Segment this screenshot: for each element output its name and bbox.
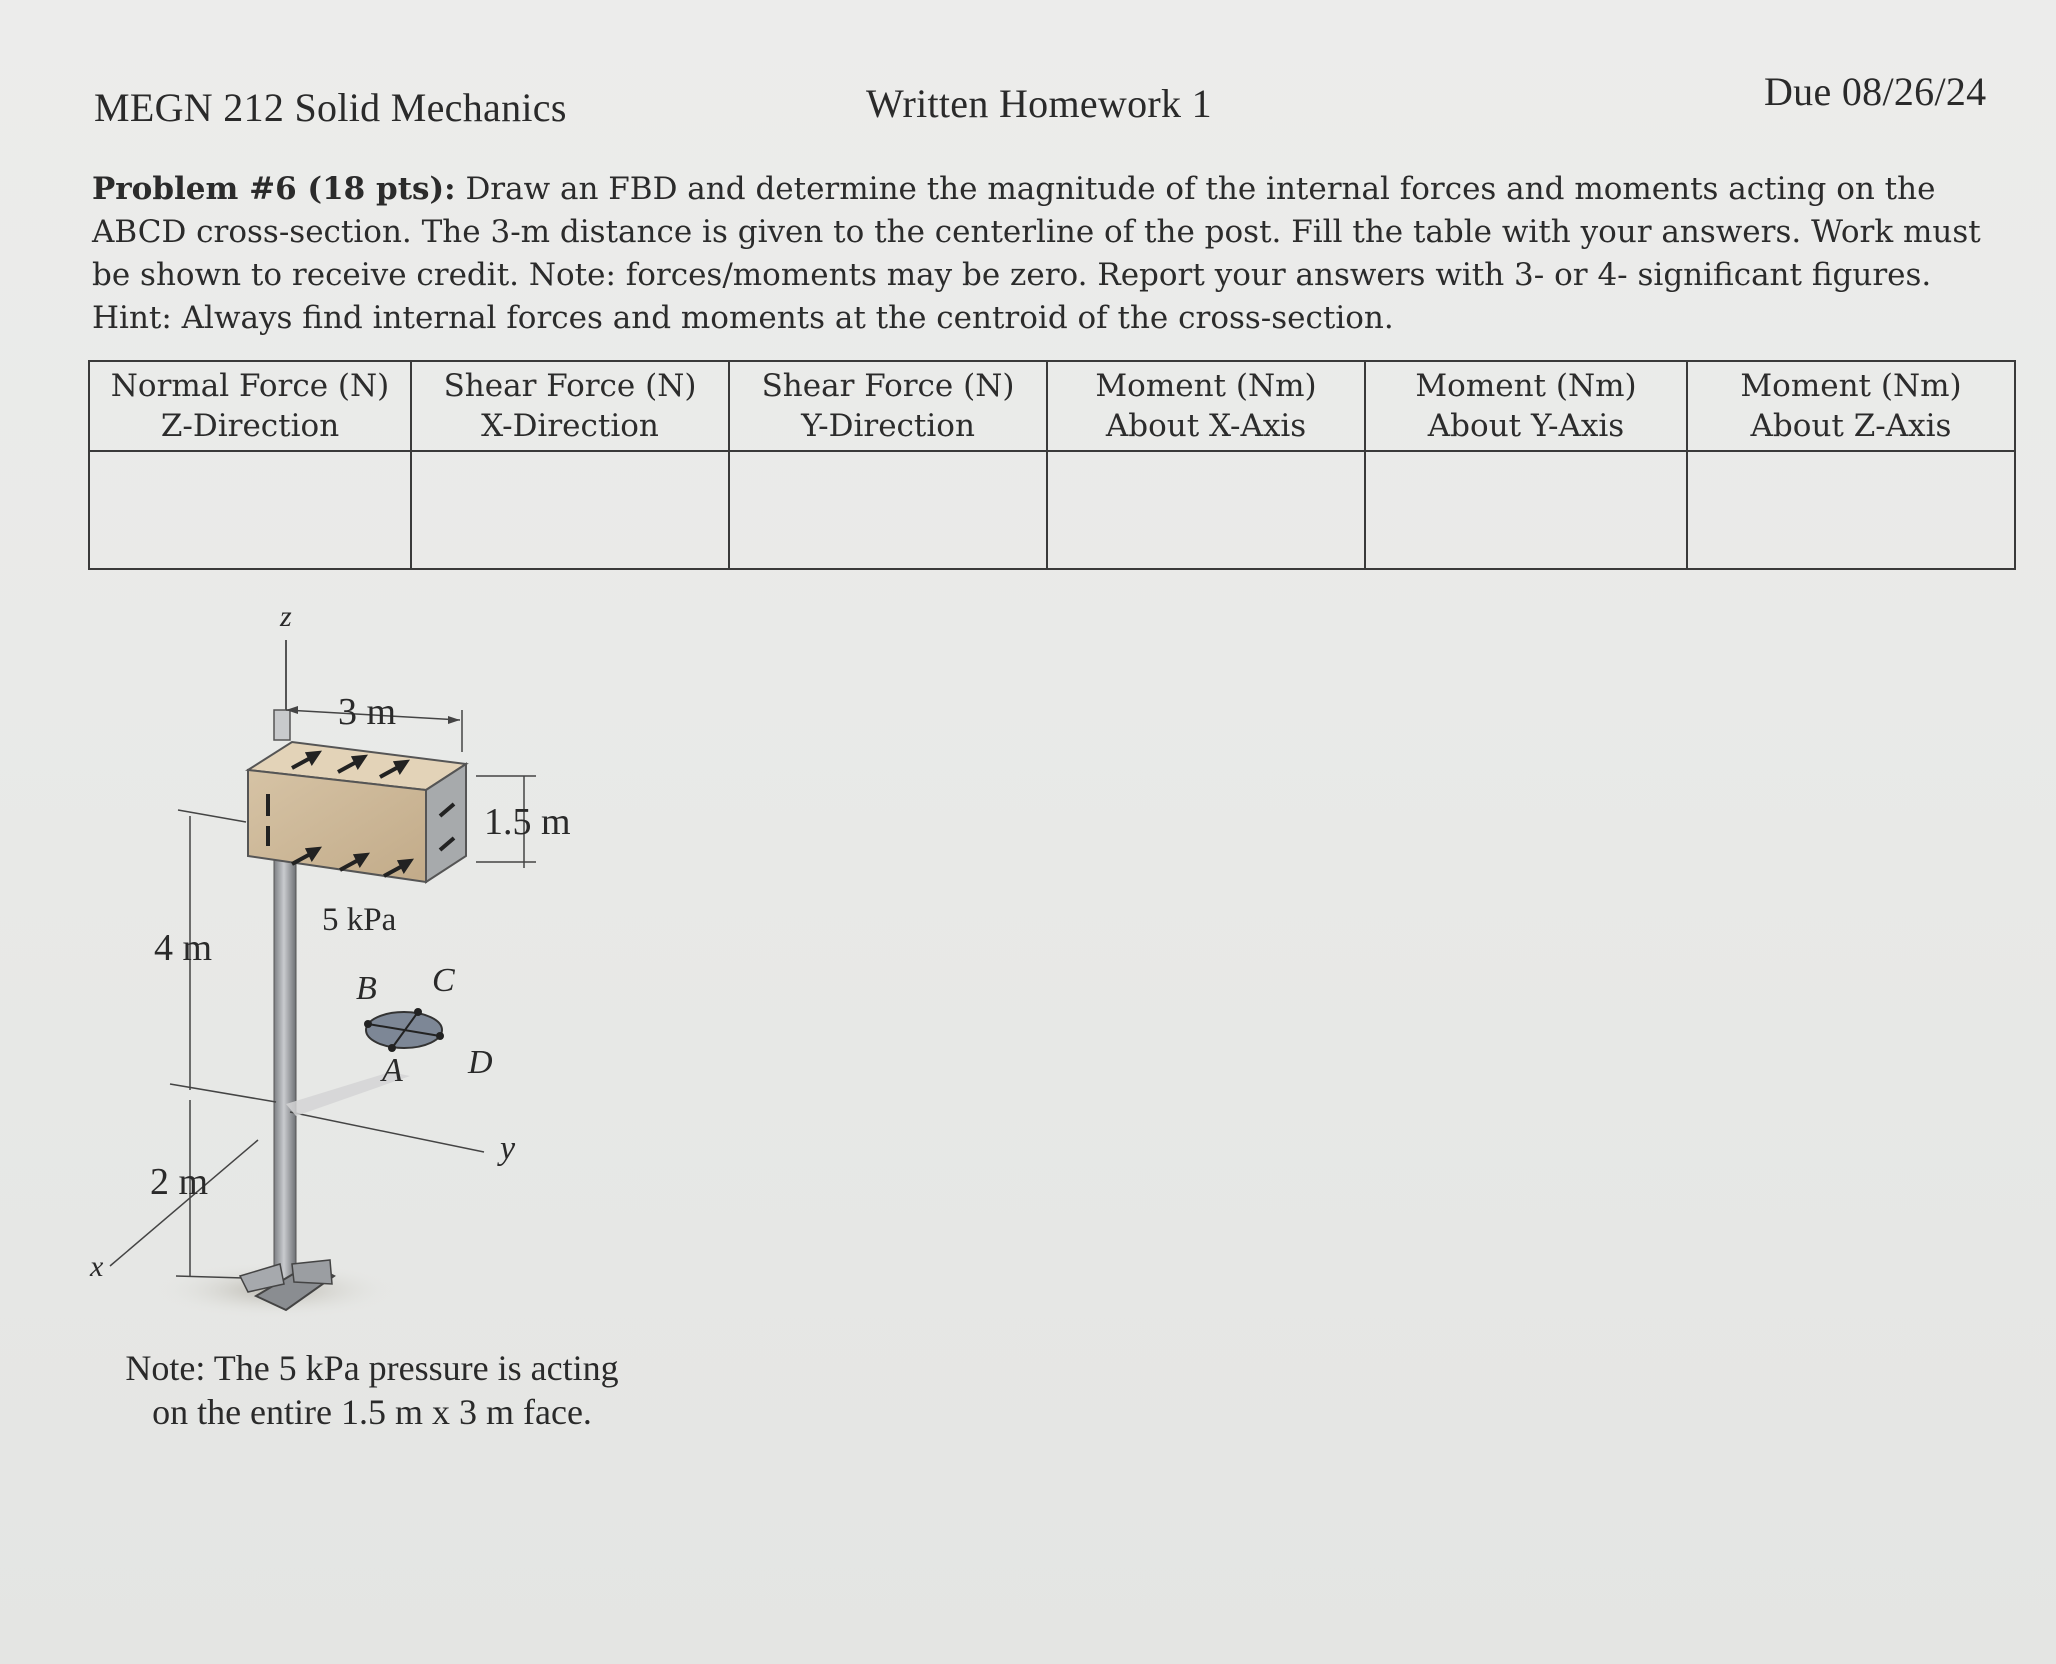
column-header [90, 362, 412, 450]
problem-number: Problem #6 (18 pts): [92, 171, 456, 207]
point-d-dot [436, 1032, 444, 1040]
problem-text: Draw an FBD and determine the magnitude of the internal forces and moments acting on the ABCD cross-section. The 3-m distance is given to the centerline of the post. Fill the table with your answers. Work must be shown to receive credit. Note: forces/moments may be zero. Report your answers with 3- or 4- significant figures. [92, 171, 1981, 293]
column-header [1366, 362, 1688, 450]
due-date: Due 08/26/24 [1764, 69, 1987, 114]
table-header-row [90, 362, 2014, 452]
column-header [1048, 362, 1366, 450]
point-a-label: A [382, 1052, 403, 1089]
point-d-label: D [468, 1044, 493, 1081]
column-header-line2: About X-Axis [1105, 408, 1307, 444]
column-header-line1: Normal Force (N) [110, 368, 390, 404]
problem-statement [92, 168, 1992, 340]
axis-z-label: z [280, 600, 292, 633]
dim-4m-label: 4 m [154, 927, 213, 969]
answer-cell-moment-y[interactable] [1366, 452, 1688, 570]
answer-cell-shear-y[interactable] [730, 452, 1048, 570]
sign-post-figure [80, 600, 640, 1320]
column-header-line1: Moment (Nm) [1740, 368, 1962, 404]
point-b-label: B [356, 970, 377, 1007]
dim-3m-arrow-right [448, 716, 460, 724]
answer-cell-moment-x[interactable] [1048, 452, 1366, 570]
column-header-line1: Shear Force (N) [443, 368, 697, 404]
note-line2: on the entire 1.5 m x 3 m face. [152, 1392, 592, 1432]
post [274, 850, 296, 1290]
point-c-dot [414, 1008, 422, 1016]
post-fin-right [292, 1260, 332, 1284]
figure-note [92, 1346, 652, 1434]
column-header-line2: Z-Direction [160, 408, 340, 444]
column-header-line2: X-Direction [481, 408, 659, 444]
answer-table [88, 360, 2016, 570]
note-line1: Note: The 5 kPa pressure is acting [125, 1348, 619, 1388]
column-header-line1: Moment (Nm) [1415, 368, 1637, 404]
y-axis-line [290, 1112, 484, 1152]
problem-hint: Hint: Always find internal forces and moments at the centroid of the cross-section. [92, 300, 1394, 336]
post-cap [274, 710, 290, 740]
assignment-title: Written Homework 1 [866, 81, 1212, 126]
column-header-line2: Y-Direction [801, 408, 975, 444]
column-header-line1: Shear Force (N) [761, 368, 1015, 404]
column-header [730, 362, 1048, 450]
dim-4m-ext-top [178, 810, 246, 822]
pressure-label: 5 kPa [322, 902, 397, 938]
axis-x-label: x [90, 1250, 104, 1283]
dim-4m-ext-mid [170, 1084, 276, 1102]
column-header [412, 362, 730, 450]
answer-cell-moment-z[interactable] [1688, 452, 2014, 570]
column-header-line2: About Y-Axis [1427, 408, 1625, 444]
column-header-line1: Moment (Nm) [1095, 368, 1317, 404]
point-c-label: C [432, 962, 455, 999]
dim-3m-label: 3 m [338, 691, 397, 733]
column-header-line2: About Z-Axis [1750, 408, 1952, 444]
dim-15m-label: 1.5 m [484, 801, 571, 843]
point-a-dot [388, 1044, 396, 1052]
column-header [1688, 362, 2014, 450]
point-b-dot [364, 1020, 372, 1028]
answer-cell-shear-x[interactable] [412, 452, 730, 570]
table-answer-row [90, 452, 2014, 570]
answer-cell-normal-z[interactable] [90, 452, 412, 570]
course-title: MEGN 212 Solid Mechanics [94, 85, 567, 130]
dim-2m-label: 2 m [150, 1161, 209, 1203]
axis-y-label: y [500, 1130, 516, 1167]
